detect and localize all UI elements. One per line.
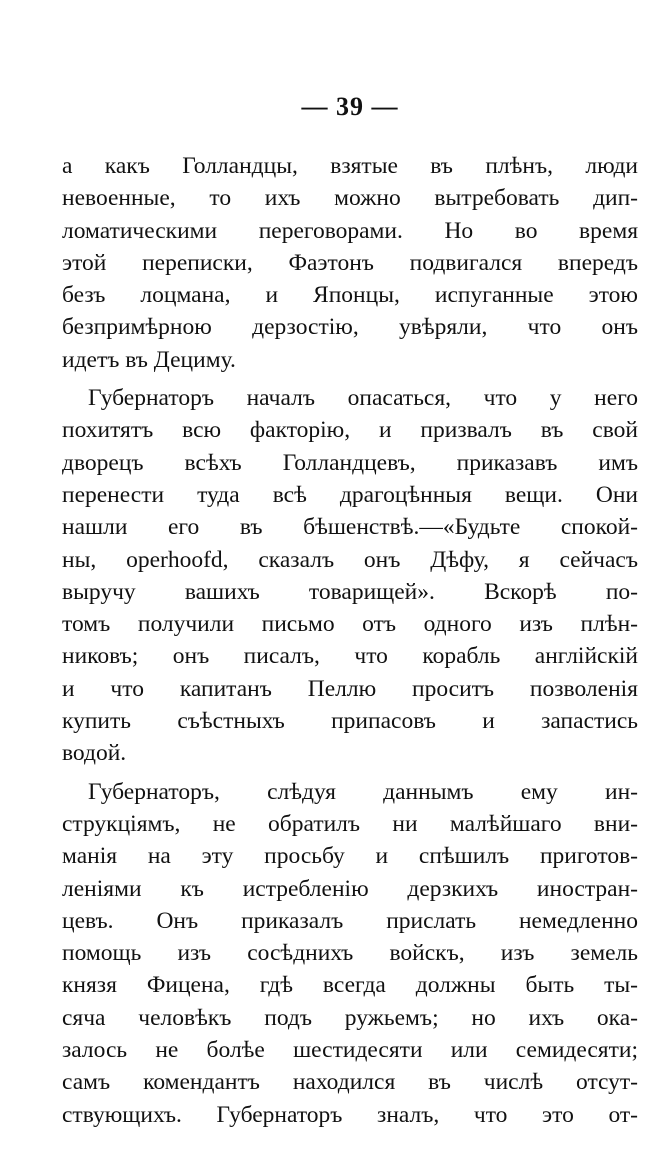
text-line: цевъ. Онъ приказалъ прислать немедленно bbox=[62, 907, 638, 934]
text-line: ствующихъ. Губернаторъ зналъ, что это от- bbox=[62, 1101, 638, 1128]
text-line: безъ лоцмана, и Японцы, испуганные этою bbox=[62, 282, 638, 309]
text-line: томъ получили письмо отъ одного изъ плѣн- bbox=[62, 611, 638, 638]
text-line: а какъ Голландцы, взятые въ плѣнъ, люди bbox=[62, 153, 638, 179]
text-line: невоенные, то ихъ можно вытребовать дип- bbox=[62, 185, 638, 212]
text-line: Губернаторъ, слѣдуя даннымъ ему ин- bbox=[88, 778, 638, 805]
paragraph-2 bbox=[62, 382, 638, 770]
paragraph-1 bbox=[62, 150, 638, 376]
text-line: купить съѣстныхъ припасовъ и запастись bbox=[62, 708, 638, 735]
text-line: дворецъ всѣхъ Голландцевъ, приказавъ имъ bbox=[62, 449, 638, 476]
text-line: перенести туда всѣ драгоцѣнныя вещи. Они bbox=[62, 481, 638, 508]
text-line: помощь изъ сосѣднихъ войскъ, изъ земель bbox=[62, 940, 638, 967]
text-line: похитятъ всю факторію, и призвалъ въ свой bbox=[62, 417, 638, 444]
text-line: манія на эту просьбу и спѣшилъ приготов- bbox=[62, 843, 638, 870]
text-line: самъ комендантъ находился въ числѣ отсут- bbox=[62, 1069, 638, 1096]
text-line: сяча человѣкъ подъ ружьемъ; но ихъ ока- bbox=[62, 1004, 638, 1031]
page-number: — 39 — bbox=[301, 92, 399, 121]
text-line: этой переписки, Фаэтонъ подвигался впередъ bbox=[62, 249, 638, 276]
text-line: выручу вашихъ товарищей». Вскорѣ по- bbox=[62, 578, 638, 605]
text-line: ломатическими переговорами. Но во время bbox=[62, 217, 638, 244]
text-line: струкціямъ, не обратилъ ни малѣйшаго вни- bbox=[62, 810, 638, 837]
text-line: безпримѣрною дерзостію, увѣряли, что онъ bbox=[62, 314, 638, 341]
text-line: залось не болѣе шестидесяти или семидесяти; bbox=[62, 1037, 638, 1064]
text-line: леніями къ истребленію дерзкихъ иностран- bbox=[62, 875, 638, 902]
text-line: идетъ въ Дециму. bbox=[62, 346, 236, 373]
text-line: никовъ; онъ писалъ, что корабль англійскій bbox=[62, 643, 638, 670]
text-line: князя Фицена, гдѣ всегда должны быть ты- bbox=[62, 972, 638, 999]
text-line: нашли его въ бѣшенствѣ.—«Будьте спокой- bbox=[62, 514, 638, 541]
paragraph-3 bbox=[62, 776, 638, 1131]
body-text bbox=[62, 150, 638, 1131]
text-line: Губернаторъ началъ опасаться, что у него bbox=[88, 385, 638, 412]
text-line: ны, operhoofd, сказалъ онъ Дѣфу, я сейчасъ bbox=[62, 546, 638, 573]
text-line: и что капитанъ Пеллю проситъ позволенія bbox=[62, 675, 638, 702]
text-line: водой. bbox=[62, 740, 127, 767]
